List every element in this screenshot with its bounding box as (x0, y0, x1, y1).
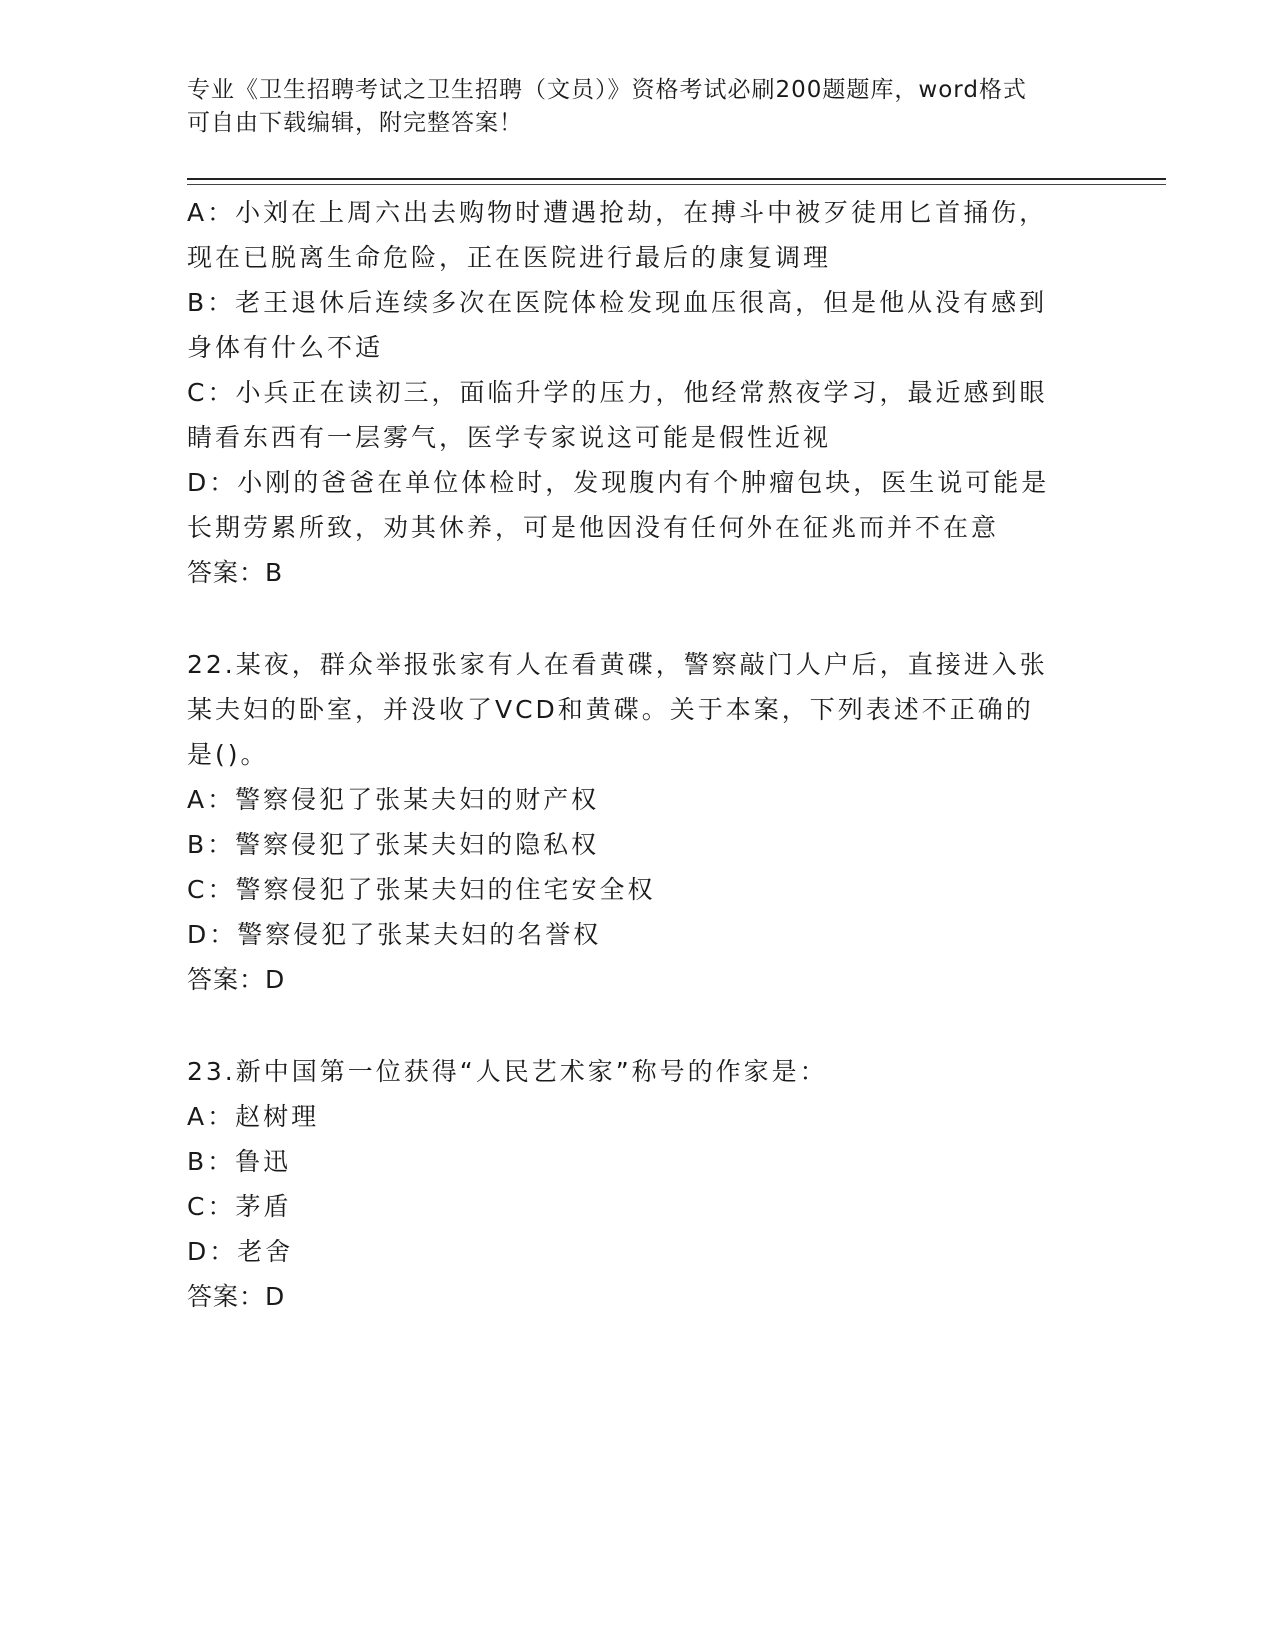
header-title-line-2: 可自由下载编辑，附完整答案！ (187, 110, 523, 136)
q21-option-d-line-2: 长期劳累所致，劝其休养，可是他因没有任何外在征兆而并不在意 (187, 513, 1000, 542)
header-title-line-1: 专业《卫生招聘考试之卫生招聘（文员）》资格考试必刷200题题库，word格式 (187, 77, 1027, 103)
q21-option-b-line-1: B：老王退休后连续多次在医院体检发现血压很高，但是他从没有感到 (187, 288, 1048, 317)
q23-option-d: D：老舍 (187, 1237, 294, 1266)
question-spacer (187, 1002, 1087, 1049)
q22-option-d: D：警察侵犯了张某夫妇的名誉权 (187, 920, 602, 949)
question-22-block (187, 642, 1087, 1002)
q22-stem-line-3: 是()。 (187, 740, 269, 769)
q23-stem: 23.新中国第一位获得“人民艺术家”称号的作家是： (187, 1057, 828, 1086)
question-21-block (187, 190, 1087, 595)
q22-option-a: A：警察侵犯了张某夫妇的财产权 (187, 785, 600, 814)
q21-answer: 答案：B (187, 558, 284, 587)
q21-option-c-line-2: 睛看东西有一层雾气，医学专家说这可能是假性近视 (187, 423, 832, 452)
header-divider-thick (187, 178, 1166, 180)
q23-answer: 答案：D (187, 1282, 286, 1311)
q23-option-a: A：赵树理 (187, 1102, 320, 1131)
q22-answer: 答案：D (187, 965, 286, 994)
q22-stem-line-2: 某夫妇的卧室，并没收了VCD和黄碟。关于本案，下列表述不正确的 (187, 695, 1034, 724)
q21-option-c-line-1: C：小兵正在读初三，面临升学的压力，他经常熬夜学习，最近感到眼 (187, 378, 1048, 407)
q21-option-a-line-1: A：小刘在上周六出去购物时遭遇抢劫，在搏斗中被歹徒用匕首捅伤， (187, 198, 1048, 227)
q22-option-b: B：警察侵犯了张某夫妇的隐私权 (187, 830, 600, 859)
q22-option-c: C：警察侵犯了张某夫妇的住宅安全权 (187, 875, 656, 904)
q21-option-a-line-2: 现在已脱离生命危险，正在医院进行最后的康复调理 (187, 243, 832, 272)
page-header (187, 74, 1087, 140)
document-body (187, 190, 1087, 1319)
q22-stem-line-1: 22.某夜，群众举报张家有人在看黄碟，警察敲门人户后，直接进入张 (187, 650, 1048, 679)
q23-option-b: B：鲁迅 (187, 1147, 292, 1176)
q21-option-d-line-1: D：小刚的爸爸在单位体检时，发现腹内有个肿瘤包块，医生说可能是 (187, 468, 1050, 497)
question-spacer (187, 595, 1087, 642)
question-23-block (187, 1049, 1087, 1319)
header-divider-thin (187, 184, 1166, 185)
q21-option-b-line-2: 身体有什么不适 (187, 333, 384, 362)
q23-option-c: C：茅盾 (187, 1192, 292, 1221)
